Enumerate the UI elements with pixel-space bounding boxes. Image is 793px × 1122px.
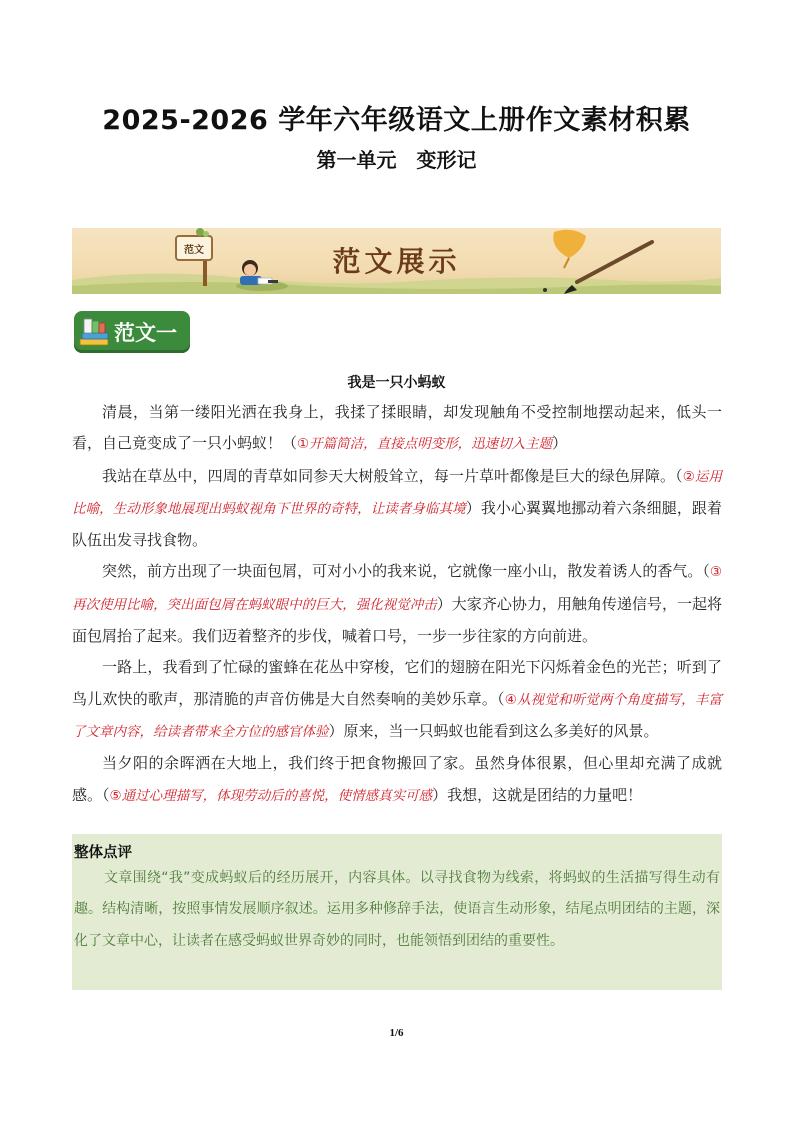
essay-text: 我站在草丛中，四周的青草如同参天大树般耸立，每一片草叶都像是巨大的绿色屏障。（ <box>102 466 683 485</box>
section-tag-label: 范文一 <box>114 321 177 345</box>
essay-paragraph <box>72 748 722 812</box>
document-subtitle: 第一单元 变形记 <box>316 148 477 172</box>
annotation-note: ⑤通过心理描写，体现劳动后的喜悦，使情感真实可感 <box>109 787 433 804</box>
review-heading: 整体点评 <box>74 845 132 861</box>
books-icon <box>78 315 112 349</box>
essay-text: 突然，前方出现了一块面包屑，可对小小的我来说，它就像一座小山，散发着诱人的香气。（ <box>102 562 710 581</box>
essay-text: ）我小心翼翼地挪动着六条细腿，跟着队伍出发寻找食物。 <box>72 498 722 550</box>
annotation-note: ④从视觉和听觉两个角度描写，丰富了文章内容，给读者带来全方位的感官体验 <box>72 691 722 740</box>
essay-body <box>72 397 722 812</box>
essay-text: ）原来，当一只蚂蚁也能看到这么多美好的风景。 <box>328 721 659 740</box>
essay-text: 清晨，当第一缕阳光洒在我身上，我揉了揉眼睛，却发现触角不受控制地摆动起来，低头一看，自己竟变成了一只小蚂蚁！（ <box>72 403 722 453</box>
review-box <box>72 834 722 990</box>
document-title: 2025-2026 学年六年级语文上册作文素材积累 <box>102 105 691 136</box>
essay-title: 我是一只小蚂蚁 <box>347 375 446 391</box>
essay-text: ）大家齐心协力，用触角传递信号，一起将面包屑抬了起来。我们迈着整齐的步伐，喊着口号，一步一步往家的方向前进。 <box>72 594 722 646</box>
essay-paragraph <box>72 556 722 652</box>
essay-text: 一路上，我看到了忙碌的蜜蜂在花丛中穿梭，它们的翅膀在阳光下闪烁着金色的光芒；听到了鸟儿欢快的歌声，那清脆的声音仿佛是大自然奏响的美妙乐章。（ <box>72 658 722 708</box>
section-tag <box>74 311 190 353</box>
page-number: 1/6 <box>389 1027 404 1039</box>
essay-paragraph <box>72 461 722 557</box>
section-banner <box>72 228 721 294</box>
essay-paragraph <box>72 397 722 461</box>
essay-text: ）我想，这就是团结的力量吧！ <box>432 785 643 804</box>
annotation-note: ②运用比喻，生动形象地展现出蚂蚁视角下世界的奇特，让读者身临其境 <box>72 468 722 517</box>
annotation-note: ③再次使用比喻，突出面包屑在蚂蚁眼中的巨大，强化视觉冲击 <box>72 564 722 613</box>
essay-paragraph <box>72 652 722 748</box>
essay-text: ） <box>552 434 568 453</box>
banner-title: 范文展示 <box>332 245 461 278</box>
essay-text: 当夕阳的余晖洒在大地上，我们终于把食物搬回了家。虽然身体很累，但心里却充满了成就感。（ <box>72 754 722 804</box>
banner-sign-text: 范文 <box>184 245 204 256</box>
review-text: 文章围绕“我”变成蚂蚁后的经历展开，内容具体。以寻找食物为线索，将蚂蚁的生活描写得生动有趣。结构清晰，按照事情发展顺序叙述。运用多种修辞手法，使语言生动形象，结尾点明团结的主题，深化了文章中心，让读者在感受蚂蚁世界奇妙的同时，也能领悟到团结的重要性。 <box>74 870 720 949</box>
annotation-note: ①开篇简洁，直接点明变形，迅速切入主题 <box>297 436 553 453</box>
